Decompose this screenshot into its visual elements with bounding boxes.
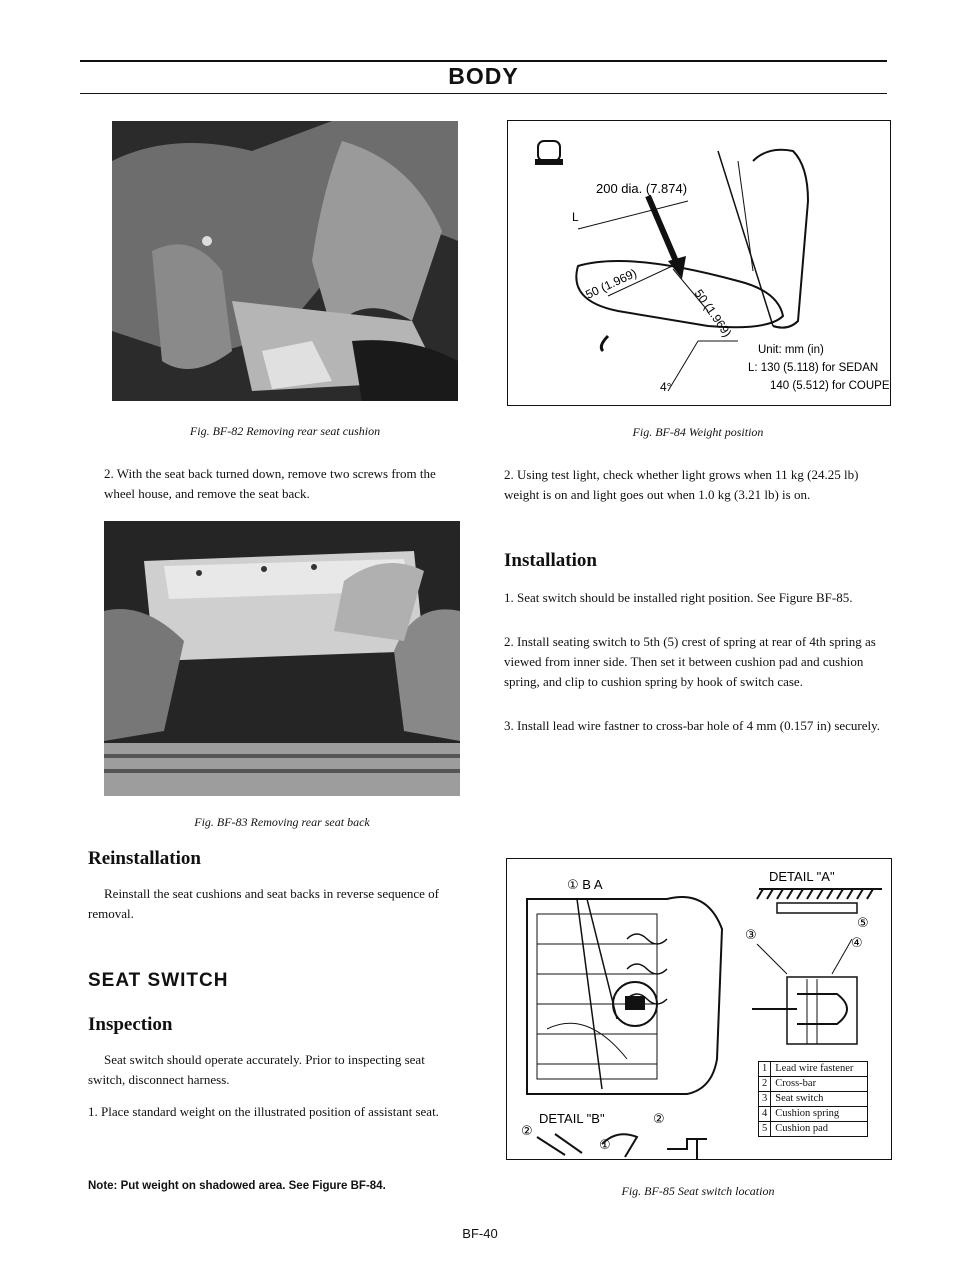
left-step-2: 2. With the seat back turned down, remove two screws from the wheel house, and remove the seat back. bbox=[104, 466, 436, 501]
unit-label: Unit: mm (in) bbox=[758, 344, 824, 356]
legend-number: 2 bbox=[759, 1077, 771, 1092]
page-number: BF-40 bbox=[462, 1226, 498, 1241]
fig84-caption: Fig. BF-84 Weight position bbox=[632, 425, 764, 439]
angle-label: 4° bbox=[660, 380, 672, 394]
inspection-step-1: 1. Place standard weight on the illustrated position of assistant seat. bbox=[88, 1104, 439, 1119]
legend-text: Lead wire fastener bbox=[771, 1062, 868, 1077]
detail-b-label: DETAIL "B" bbox=[539, 1111, 605, 1126]
callout-4: ④ bbox=[851, 935, 863, 950]
legend-number: 1 bbox=[759, 1062, 771, 1077]
legend-text: Seat switch bbox=[771, 1092, 868, 1107]
legend-row bbox=[759, 1062, 868, 1077]
header-rule-bottom bbox=[80, 93, 887, 94]
seat-switch-heading: SEAT SWITCH bbox=[88, 970, 229, 991]
inspection-heading: Inspection bbox=[88, 1014, 173, 1035]
dim-2-label: 50 (1.969) bbox=[691, 286, 735, 340]
l-label: L bbox=[572, 210, 579, 224]
header-rule-top bbox=[80, 60, 887, 62]
top-labels: ① B A bbox=[567, 877, 603, 892]
fig85-caption: Fig. BF-85 Seat switch location bbox=[621, 1184, 775, 1198]
callout-1: ① bbox=[599, 1137, 611, 1152]
right-step-2: 2. Using test light, check whether light grows when 11 kg (24.25 lb) weight is on and light goes out when 1.0 kg (3.21 lb) is on. bbox=[504, 467, 859, 502]
sedan-label: L: 130 (5.118) for SEDAN bbox=[748, 362, 879, 374]
note-text: Note: Put weight on shadowed area. See Figure BF-84. bbox=[88, 1180, 386, 1192]
legend-number: 3 bbox=[759, 1092, 771, 1107]
dim-1-label: 50 (1.969) bbox=[583, 265, 639, 302]
callout-5: ⑤ bbox=[857, 915, 869, 930]
legend-text: Cushion pad bbox=[771, 1122, 868, 1137]
legend-table bbox=[758, 1061, 868, 1137]
dia-label: 200 dia. (7.874) bbox=[596, 181, 688, 196]
reinstallation-heading: Reinstallation bbox=[88, 848, 201, 869]
callout-2a: ② bbox=[653, 1111, 665, 1126]
legend-number: 4 bbox=[759, 1107, 771, 1122]
legend-text: Cross-bar bbox=[771, 1077, 868, 1092]
callout-3: ③ bbox=[745, 927, 757, 942]
inspection-text: Seat switch should operate accurately. Prior to inspecting seat switch, disconnect harness. bbox=[88, 1052, 425, 1087]
legend-row bbox=[759, 1077, 868, 1092]
detail-a-label: DETAIL "A" bbox=[769, 869, 835, 884]
legend-number: 5 bbox=[759, 1122, 771, 1137]
rear-seat-back-photo bbox=[104, 521, 460, 796]
installation-step-1: 1. Seat switch should be installed right position. See Figure BF-85. bbox=[504, 590, 853, 605]
legend-text: Cushion spring bbox=[771, 1107, 868, 1122]
fig82-caption: Fig. BF-82 Removing rear seat cushion bbox=[189, 424, 381, 438]
legend-row bbox=[759, 1092, 868, 1107]
legend-row bbox=[759, 1122, 868, 1137]
installation-step-3: 3. Install lead wire fastner to cross-bar hole of 4 mm (0.157 in) securely. bbox=[504, 718, 881, 733]
page-title: BODY bbox=[448, 63, 519, 89]
callout-2b: ② bbox=[521, 1123, 533, 1138]
legend-row bbox=[759, 1107, 868, 1122]
seat-switch-location-diagram bbox=[506, 858, 892, 1160]
installation-heading: Installation bbox=[504, 550, 597, 571]
coupe-label: 140 (5.512) for COUPE bbox=[770, 380, 890, 392]
installation-step-2: 2. Install seating switch to 5th (5) crest of spring at rear of 4th spring as viewed from inner side. Then set it between cushion pad and cushion spring, and clip to cushion spring by hook of switch case. bbox=[504, 634, 876, 689]
weight-position-diagram bbox=[507, 120, 891, 406]
fig83-caption: Fig. BF-83 Removing rear seat back bbox=[194, 815, 370, 829]
rear-seat-cushion-photo bbox=[112, 121, 458, 401]
reinstallation-text: Reinstall the seat cushions and seat backs in reverse sequence of removal. bbox=[88, 886, 439, 921]
